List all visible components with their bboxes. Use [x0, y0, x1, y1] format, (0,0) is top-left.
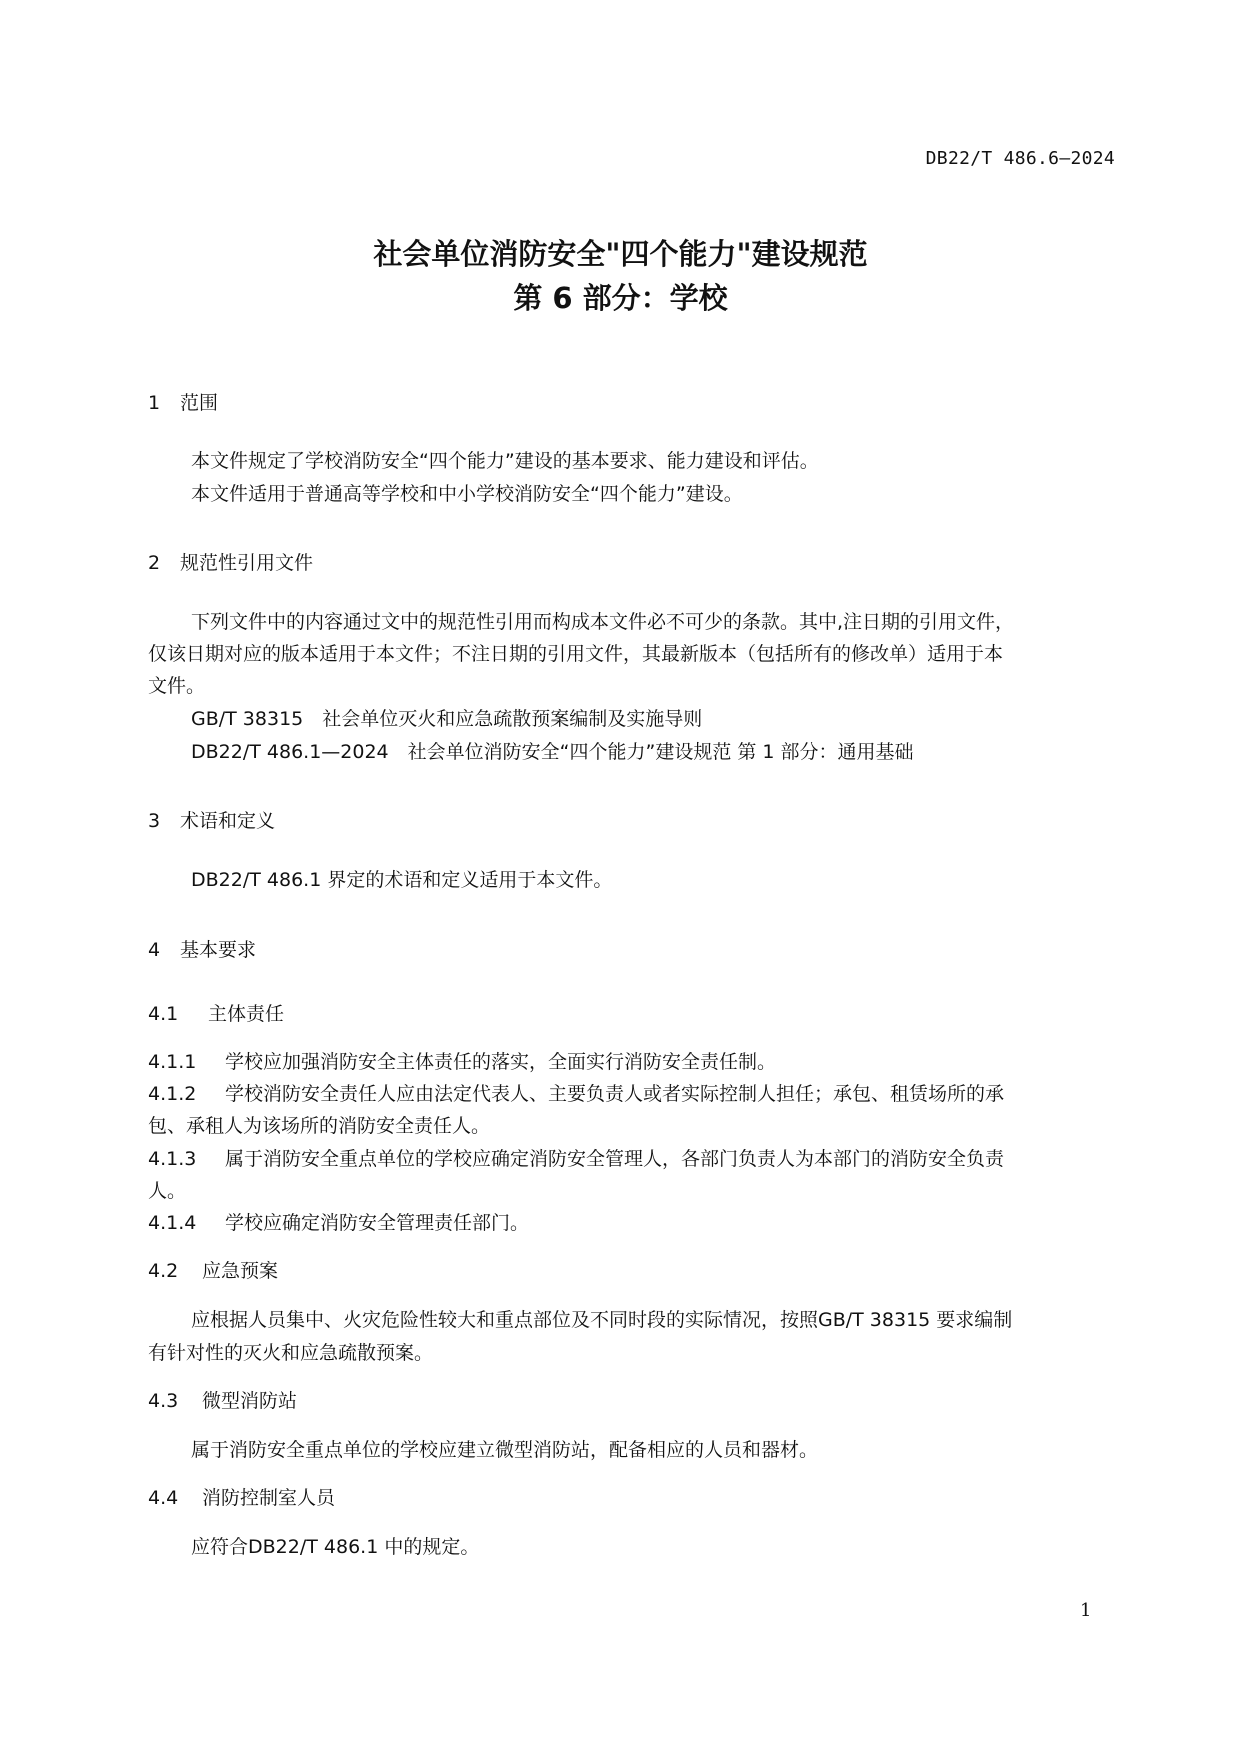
- section-heading-3: [148, 806, 275, 833]
- section-number: 3: [148, 810, 161, 832]
- clause-4-1-4: [148, 1207, 529, 1239]
- section-number: 1: [148, 392, 161, 414]
- clause-number: 4.1.1: [148, 1051, 197, 1073]
- reference-item: GB/T 38315 社会单位灭火和应急疏散预案编制及实施导则: [191, 708, 703, 730]
- clause-text: 学校应确定消防安全管理责任部门。: [225, 1212, 530, 1234]
- paragraph-line: 文件。: [148, 675, 206, 697]
- paragraph-line: 有针对性的灭火和应急疏散预案。: [148, 1342, 434, 1364]
- section-number: 4: [148, 939, 161, 961]
- clause-number: 4.1.3: [148, 1148, 197, 1170]
- clause-continuation: 人。: [148, 1180, 187, 1202]
- clause-4-1-3: [148, 1143, 1004, 1175]
- subsection-number: 4.2: [148, 1260, 179, 1282]
- clause-continuation: 包、承租人为该场所的消防安全责任人。: [148, 1115, 491, 1137]
- section-heading-2: [148, 548, 313, 575]
- reference-item: DB22/T 486.1—2024 社会单位消防安全“四个能力”建设规范 第 1 部分：通用基础: [191, 741, 914, 763]
- document-title: 社会单位消防安全"四个能力"建设规范: [373, 237, 868, 271]
- paragraph: 本文件适用于普通高等学校和中小学校消防安全“四个能力”建设。: [191, 483, 743, 505]
- subsection-title: 微型消防站: [202, 1390, 298, 1412]
- section-title: 范围: [180, 392, 219, 414]
- section-heading-1: [148, 388, 218, 415]
- subsection-heading-4-1: [148, 999, 284, 1026]
- page-number: 1: [1080, 1600, 1092, 1621]
- paragraph: 应符合DB22/T 486.1 中的规定。: [191, 1536, 480, 1558]
- subsection-number: 4.4: [148, 1487, 179, 1509]
- subsection-title: 消防控制室人员: [202, 1487, 336, 1509]
- section-title: 基本要求: [180, 939, 257, 961]
- clause-4-1-2: [148, 1078, 1004, 1110]
- clause-text: 属于消防安全重点单位的学校应确定消防安全管理人，各部门负责人为本部门的消防安全负责: [225, 1148, 1005, 1170]
- clause-text: 学校应加强消防安全主体责任的落实，全面实行消防安全责任制。: [225, 1051, 777, 1073]
- section-title: 规范性引用文件: [180, 552, 314, 574]
- paragraph-line: 下列文件中的内容通过文中的规范性引用而构成本文件必不可少的条款。其中,注日期的引用文件，: [191, 611, 1015, 633]
- document-number: DB22/T 486.6—2024: [925, 148, 1115, 169]
- section-title: 术语和定义: [180, 810, 276, 832]
- clause-text: 学校消防安全责任人应由法定代表人、主要负责人或者实际控制人担任；承包、租赁场所的承: [225, 1083, 1005, 1105]
- paragraph: 本文件规定了学校消防安全“四个能力”建设的基本要求、能力建设和评估。: [191, 450, 819, 472]
- subsection-number: 4.3: [148, 1390, 179, 1412]
- subsection-title: 应急预案: [202, 1260, 279, 1282]
- subsection-title: 主体责任: [208, 1003, 285, 1025]
- section-heading-4: [148, 935, 256, 962]
- subsection-number: 4.1: [148, 1003, 179, 1025]
- paragraph: 属于消防安全重点单位的学校应建立微型消防站，配备相应的人员和器材。: [191, 1439, 819, 1461]
- section-number: 2: [148, 552, 161, 574]
- subsection-heading-4-2: [148, 1256, 278, 1283]
- paragraph-line: 应根据人员集中、火灾危险性较大和重点部位及不同时段的实际情况，按照GB/T 38315 要求编制: [191, 1309, 1013, 1331]
- clause-number: 4.1.4: [148, 1212, 197, 1234]
- subsection-heading-4-3: [148, 1386, 297, 1413]
- document-subtitle: 第 6 部分：学校: [513, 281, 728, 315]
- clause-number: 4.1.2: [148, 1083, 197, 1105]
- paragraph: DB22/T 486.1 界定的术语和定义适用于本文件。: [191, 869, 613, 891]
- subsection-heading-4-4: [148, 1483, 335, 1510]
- clause-4-1-1: [148, 1046, 776, 1078]
- paragraph-line: 仅该日期对应的版本适用于本文件；不注日期的引用文件，其最新版本（包括所有的修改单）适用于本: [148, 643, 1004, 665]
